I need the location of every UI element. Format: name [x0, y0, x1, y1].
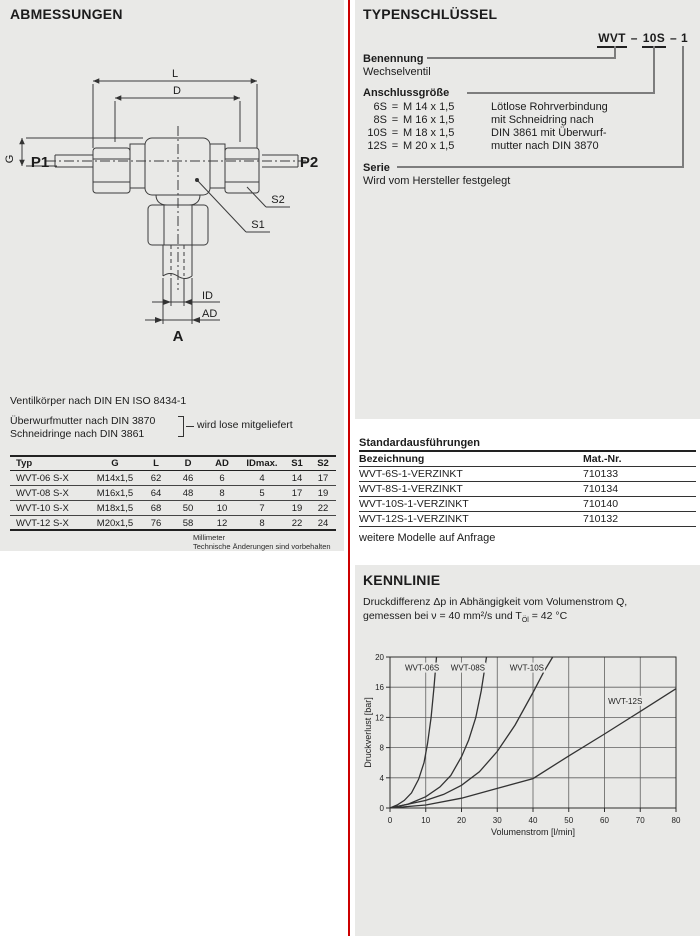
table-cell: WVT-10 S-X [16, 503, 69, 514]
abmessungen-heading: ABMESSUNGEN [10, 6, 123, 22]
note-ueberwurfmutter: Überwurfmutter nach DIN 3870 [10, 415, 156, 427]
size-value: M 18 x 1,5 [403, 127, 455, 139]
table-cell: D [184, 458, 192, 469]
table-row [359, 482, 696, 497]
typenschluessel-section [355, 0, 700, 419]
size-value: M 20 x 1,5 [403, 140, 455, 152]
table-row [10, 455, 336, 471]
size-description: mutter nach DIN 3870 [491, 140, 599, 152]
callout-label-S2: S2 [271, 194, 285, 206]
curve-label-WVT-12S: WVT-12S [608, 696, 643, 706]
table-cell: 710134 [583, 483, 619, 495]
size-row [363, 114, 693, 127]
y-tick-label: 12 [375, 713, 384, 723]
size-code: 10S [367, 127, 387, 139]
table-cell: 6 [219, 473, 225, 484]
table-row [359, 452, 696, 467]
table-cell: Typ [16, 458, 33, 469]
port-label-P1: P1 [30, 154, 50, 171]
equals-sign: = [391, 140, 399, 152]
dim-label-ID: ID [202, 290, 213, 302]
table-cell: 14 [291, 473, 303, 484]
table-cell: 710132 [583, 513, 619, 525]
x-tick-label: 70 [635, 816, 645, 825]
table-cell: 68 [150, 503, 162, 514]
type-code-dash2: – [670, 31, 678, 45]
table-cell: 7 [259, 503, 265, 514]
table-cell: 12 [216, 518, 228, 529]
kennlinie-section [355, 565, 700, 936]
table-cell: WVT-6S-1-VERZINKT [359, 468, 463, 480]
table-cell: 5 [259, 488, 265, 499]
y-axis-title: Druckverlust [bar] [363, 697, 373, 768]
table-row [359, 497, 696, 512]
curve-label-WVT-08S: WVT-08S [450, 663, 486, 673]
y-tick-label: 4 [379, 773, 384, 783]
equals-sign: = [391, 114, 399, 126]
size-description: DIN 3861 mit Überwurf- [491, 127, 607, 139]
anschlussgroesse-list [363, 101, 693, 153]
bracket-dash [186, 426, 194, 427]
serie-value: Wird vom Hersteller festgelegt [363, 175, 511, 187]
table-cell: Bezeichnung [359, 453, 425, 465]
table-cell: G [111, 458, 119, 469]
x-tick-label: 30 [492, 816, 502, 825]
table-cell: S2 [317, 458, 329, 469]
desc2-sub: Öl [521, 617, 529, 625]
size-value: M 14 x 1,5 [403, 101, 455, 113]
x-tick-label: 0 [387, 816, 393, 825]
kennlinie-desc-line2 [363, 610, 567, 624]
curve-label-WVT-10S: WVT-10S [509, 663, 544, 673]
table-cell: M18x1,5 [96, 503, 134, 514]
callout-label-S1: S1 [251, 219, 265, 231]
table-row [10, 516, 336, 531]
type-code-size: 10S [642, 31, 666, 48]
table-cell: 4 [259, 473, 265, 484]
y-tick-label: 0 [379, 804, 384, 813]
table-cell: 24 [317, 518, 329, 529]
table-cell: 710133 [583, 468, 619, 480]
note-lose-mitgeliefert: wird lose mitgeliefert [197, 419, 293, 431]
size-code: 8S [373, 114, 387, 126]
table-row [10, 471, 336, 486]
type-code-serie: 1 [681, 31, 688, 45]
type-code-name: WVT [597, 31, 627, 48]
dim-label-L: L [171, 68, 179, 80]
standardausfuehrungen-section [359, 437, 696, 544]
table-cell: 17 [317, 473, 329, 484]
size-value: M 16 x 1,5 [403, 114, 455, 126]
x-tick-label: 50 [564, 816, 574, 825]
benennung-label: Benennung [363, 53, 424, 65]
x-tick-label: 80 [671, 816, 681, 825]
dim-label-AD: AD [202, 308, 218, 320]
x-tick-label: 10 [421, 816, 431, 825]
table-cell: 64 [150, 488, 162, 499]
size-description: Lötlose Rohrverbindung [491, 101, 608, 113]
table-cell: M20x1,5 [96, 518, 134, 529]
table-footnotes [193, 533, 331, 551]
table-cell: AD [215, 458, 229, 469]
dim-label-G: G [4, 154, 16, 164]
table-cell: 22 [291, 518, 303, 529]
table-cell: WVT-10S-1-VERZINKT [359, 498, 469, 510]
size-row [363, 140, 693, 153]
table-cell: 76 [150, 518, 162, 529]
size-code: 12S [367, 140, 387, 152]
benennung-value: Wechselventil [363, 66, 431, 78]
table-cell: WVT-12 S-X [16, 518, 69, 529]
size-row [363, 127, 693, 140]
typenschluessel-heading: TYPENSCHLÜSSEL [363, 6, 498, 22]
equals-sign: = [391, 101, 399, 113]
table-cell: 62 [150, 473, 162, 484]
drawing-lines [22, 81, 306, 324]
table-cell: 8 [259, 518, 265, 529]
table-cell: 58 [182, 518, 194, 529]
table-cell: IDmax. [246, 458, 278, 469]
standardausfuehrungen-heading: Standardausführungen [359, 437, 696, 452]
red-divider-line [348, 0, 350, 936]
note-ventilkoerper: Ventilkörper nach DIN EN ISO 8434-1 [10, 395, 187, 407]
port-label-P2: P2 [299, 154, 319, 171]
type-code-dash1: – [630, 31, 638, 45]
footnote-aenderungen: Technische Änderungen sind vorbehalten [193, 542, 331, 551]
kennlinie-desc-line1: Druckdifferenz Δp in Abhängigkeit vom Volumenstrom Q, [363, 596, 628, 608]
port-label-A: A [172, 328, 184, 345]
table-cell: WVT-08 S-X [16, 488, 69, 499]
size-code: 6S [373, 101, 387, 113]
table-cell: L [153, 458, 159, 469]
kennlinie-heading: KENNLINIE [363, 572, 441, 588]
table-cell: 710140 [583, 498, 619, 510]
y-tick-label: 16 [375, 683, 384, 693]
table-row [359, 467, 696, 482]
type-code [597, 31, 688, 45]
standard-table [359, 452, 696, 527]
x-axis-title: Volumenstrom [l/min] [490, 827, 576, 837]
note-schneidringe: Schneidringe nach DIN 3861 [10, 428, 145, 440]
desc2-pre: gemessen bei ν = 40 mm²/s und T [363, 610, 522, 622]
table-cell: 10 [216, 503, 228, 514]
desc2-post: = 42 °C [528, 610, 568, 622]
table-cell: M14x1,5 [96, 473, 134, 484]
table-cell: WVT-06 S-X [16, 473, 69, 484]
x-tick-label: 20 [457, 816, 466, 825]
table-cell: 19 [317, 488, 329, 499]
anschlussgroesse-label: Anschlussgröße [363, 87, 450, 99]
kennlinie-chart [363, 650, 698, 850]
curve-label-WVT-06S: WVT-06S [405, 663, 440, 673]
table-cell: S1 [291, 458, 303, 469]
table-cell: WVT-12S-1-VERZINKT [359, 513, 469, 525]
y-tick-label: 8 [379, 743, 384, 753]
table-cell: 17 [291, 488, 303, 499]
size-row [363, 101, 693, 114]
x-tick-label: 40 [528, 816, 538, 825]
table-cell: 22 [317, 503, 329, 514]
table-cell: Mat.-Nr. [583, 453, 622, 465]
bracket-shape [178, 416, 184, 437]
table-cell: 50 [182, 503, 194, 514]
curve-WVT-08S [390, 657, 487, 808]
table-cell: 8 [219, 488, 225, 499]
equals-sign: = [391, 127, 399, 139]
size-description: mit Schneidring nach [491, 114, 594, 126]
table-row [10, 501, 336, 516]
valve-technical-drawing [0, 60, 344, 392]
table-cell: WVT-8S-1-VERZINKT [359, 483, 463, 495]
x-tick-label: 60 [600, 816, 609, 825]
table-cell: 46 [182, 473, 194, 484]
footnote-millimeter: Millimeter [193, 533, 226, 542]
abmessungen-section [0, 0, 344, 551]
y-tick-label: 20 [375, 653, 384, 662]
table-row [10, 486, 336, 501]
dimensions-table [10, 455, 336, 531]
dim-label-D: D [173, 85, 181, 97]
table-row [359, 512, 696, 527]
table-cell: 19 [291, 503, 303, 514]
standard-footnote: weitere Modelle auf Anfrage [359, 532, 496, 544]
curve-WVT-06S [390, 657, 440, 808]
table-cell: M16x1,5 [96, 488, 134, 499]
serie-label: Serie [363, 162, 390, 174]
table-cell: 48 [182, 488, 194, 499]
